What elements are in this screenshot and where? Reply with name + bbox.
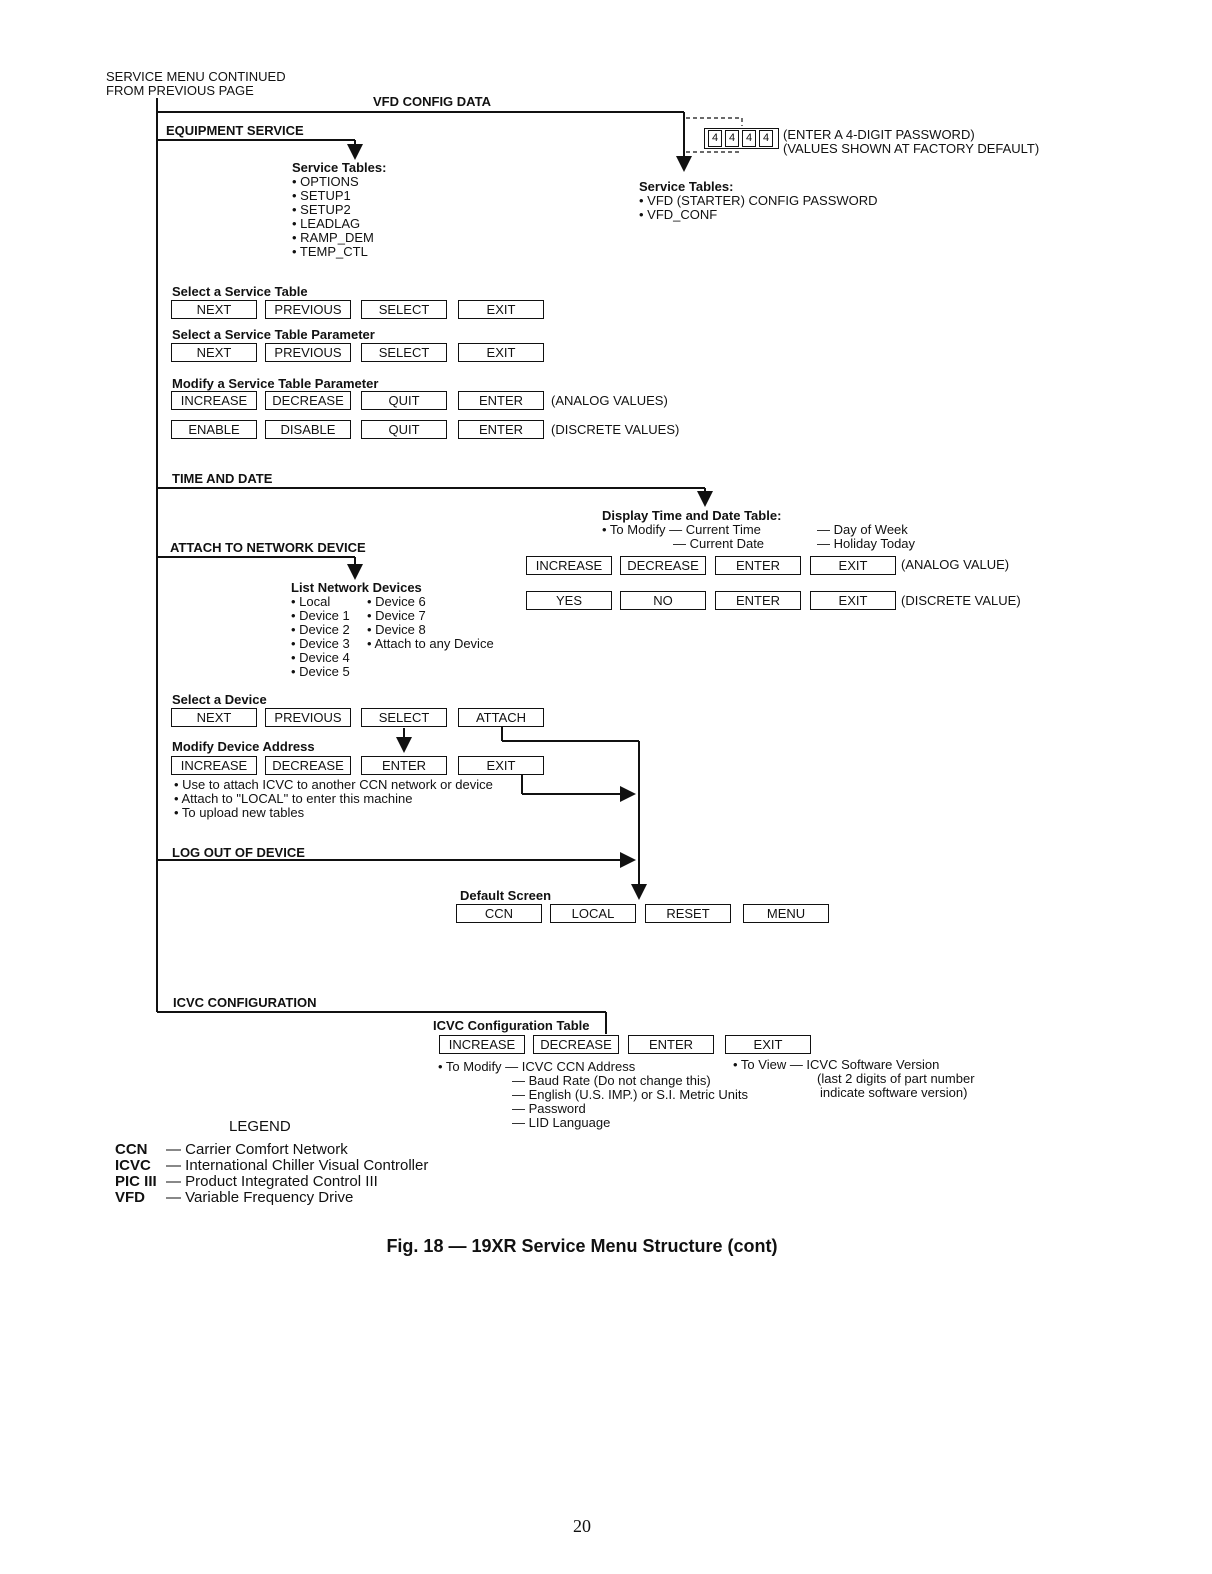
icvc-configuration-label: ICVC CONFIGURATION — [173, 995, 317, 1010]
discrete-value-note: (DISCRETE VALUE) — [901, 593, 1021, 608]
list-item: • Device 2 — [291, 622, 350, 637]
vfd-table-item: • VFD (STARTER) CONFIG PASSWORD — [639, 193, 878, 208]
vfd-tables-title: Service Tables: — [639, 179, 734, 194]
decrease-button[interactable]: DECREASE — [533, 1035, 619, 1054]
service-tables-list — [292, 175, 374, 259]
enter-button[interactable]: ENTER — [715, 556, 801, 575]
quit-button[interactable]: QUIT — [361, 420, 447, 439]
list-item: • Local — [291, 594, 331, 609]
disable-button[interactable]: DISABLE — [265, 420, 351, 439]
next-button[interactable]: NEXT — [171, 708, 257, 727]
legend-text: — International Chiller Visual Controller — [166, 1157, 429, 1174]
factory-default-note: (VALUES SHOWN AT FACTORY DEFAULT) — [783, 141, 1040, 156]
quit-button[interactable]: QUIT — [361, 391, 447, 410]
menu-button[interactable]: MENU — [743, 904, 829, 923]
legend-abbr: VFD — [115, 1189, 145, 1206]
increase-button[interactable]: INCREASE — [526, 556, 612, 575]
attach-button[interactable]: ATTACH — [458, 708, 544, 727]
page-number: 20 — [573, 1516, 591, 1536]
modify-device-address-title: Modify Device Address — [172, 739, 315, 754]
analog-value-note: (ANALOG VALUE) — [901, 557, 1010, 572]
select-button[interactable]: SELECT — [361, 300, 447, 319]
increase-button[interactable]: INCREASE — [439, 1035, 525, 1054]
list-item: • OPTIONS — [292, 174, 359, 189]
decrease-button[interactable]: DECREASE — [620, 556, 706, 575]
decrease-button[interactable]: DECREASE — [265, 391, 351, 410]
legend-title: LEGEND — [229, 1118, 291, 1135]
local-button[interactable]: LOCAL — [550, 904, 636, 923]
list-item: • Device 6 — [367, 594, 426, 609]
continued-note-line1: SERVICE MENU CONTINUED — [106, 69, 286, 84]
previous-button[interactable]: PREVIOUS — [265, 343, 351, 362]
day-of-week-item: — Day of Week — [817, 522, 908, 537]
reset-button[interactable]: RESET — [645, 904, 731, 923]
yes-button[interactable]: YES — [526, 591, 612, 610]
list-item: • Attach to "LOCAL" to enter this machine — [174, 791, 413, 806]
list-item: • SETUP2 — [292, 202, 351, 217]
list-item: • Use to attach ICVC to another CCN network or device — [174, 777, 493, 792]
legend-text: — Variable Frequency Drive — [166, 1189, 354, 1206]
exit-button[interactable]: EXIT — [458, 343, 544, 362]
select-param-title: Select a Service Table Parameter — [172, 327, 375, 342]
list-item: — LID Language — [512, 1115, 611, 1130]
icvc-view-note: indicate software version) — [820, 1085, 968, 1100]
list-item: • To upload new tables — [174, 805, 305, 820]
legend-abbr: PIC III — [115, 1173, 157, 1190]
time-date-table-title: Display Time and Date Table: — [602, 508, 782, 523]
legend-text: — Product Integrated Control III — [166, 1173, 378, 1190]
list-item: • Device 8 — [367, 622, 426, 637]
select-button[interactable]: SELECT — [361, 708, 447, 727]
ccn-button[interactable]: CCN — [456, 904, 542, 923]
password-digit: 4 — [708, 130, 722, 147]
icvc-modify-list — [512, 1074, 748, 1130]
attach-notes — [174, 778, 493, 820]
device-list-col1 — [291, 595, 350, 679]
service-tables-title: Service Tables: — [292, 160, 387, 175]
list-item: • Attach to any Device — [367, 636, 494, 651]
list-item: • RAMP_DEM — [292, 230, 374, 245]
default-screen-title: Default Screen — [460, 888, 552, 903]
icvc-modify-item: • To Modify — ICVC CCN Address — [438, 1059, 636, 1074]
time-date-modify: • To Modify — Current Time — [602, 522, 761, 537]
legend-text: — Carrier Comfort Network — [166, 1141, 348, 1158]
next-button[interactable]: NEXT — [171, 343, 257, 362]
icvc-view-item: • To View — ICVC Software Version — [733, 1057, 940, 1072]
previous-button[interactable]: PREVIOUS — [265, 708, 351, 727]
holiday-today-item: — Holiday Today — [817, 536, 916, 551]
list-network-devices-title: List Network Devices — [291, 580, 422, 595]
enter-button[interactable]: ENTER — [458, 391, 544, 410]
exit-button[interactable]: EXIT — [810, 591, 896, 610]
device-list-col2 — [367, 595, 494, 651]
time-date-modify-line2: — Current Date — [673, 536, 765, 551]
increase-button[interactable]: INCREASE — [171, 756, 257, 775]
list-item: • Device 1 — [291, 608, 350, 623]
increase-button[interactable]: INCREASE — [171, 391, 257, 410]
exit-button[interactable]: EXIT — [458, 756, 544, 775]
list-item: • Device 7 — [367, 608, 426, 623]
enable-button[interactable]: ENABLE — [171, 420, 257, 439]
attach-network-device-label: ATTACH TO NETWORK DEVICE — [170, 540, 366, 555]
password-digit: 4 — [742, 130, 756, 147]
legend-abbr: ICVC — [115, 1157, 151, 1174]
vfd-table-item: • VFD_CONF — [639, 207, 718, 222]
password-digit: 4 — [725, 130, 739, 147]
vfd-config-label: VFD CONFIG DATA — [373, 94, 491, 109]
list-item: — Baud Rate (Do not change this) — [512, 1073, 711, 1088]
decrease-button[interactable]: DECREASE — [265, 756, 351, 775]
enter-button[interactable]: ENTER — [628, 1035, 714, 1054]
next-button[interactable]: NEXT — [171, 300, 257, 319]
figure-caption: Fig. 18 — 19XR Service Menu Structure (cont) — [386, 1236, 778, 1256]
enter-button[interactable]: ENTER — [361, 756, 447, 775]
list-item: • Device 4 — [291, 650, 350, 665]
log-out-of-device-label: LOG OUT OF DEVICE — [172, 845, 305, 860]
select-button[interactable]: SELECT — [361, 343, 447, 362]
icvc-view-note: (last 2 digits of part number — [817, 1071, 975, 1086]
list-item: — Password — [512, 1101, 586, 1116]
discrete-values-note: (DISCRETE VALUES) — [551, 422, 680, 437]
exit-button[interactable]: EXIT — [810, 556, 896, 575]
previous-button[interactable]: PREVIOUS — [265, 300, 351, 319]
icvc-config-table-title: ICVC Configuration Table — [433, 1018, 590, 1033]
time-and-date-label: TIME AND DATE — [172, 471, 273, 486]
list-item: • LEADLAG — [292, 216, 361, 231]
enter-button[interactable]: ENTER — [715, 591, 801, 610]
list-item: • TEMP_CTL — [292, 244, 368, 259]
select-table-title: Select a Service Table — [172, 284, 308, 299]
exit-button[interactable]: EXIT — [458, 300, 544, 319]
no-button[interactable]: NO — [620, 591, 706, 610]
modify-param-title: Modify a Service Table Parameter — [172, 376, 379, 391]
continued-note-line2: FROM PREVIOUS PAGE — [106, 83, 254, 98]
password-note: (ENTER A 4-DIGIT PASSWORD) — [783, 127, 975, 142]
analog-values-note: (ANALOG VALUES) — [551, 393, 668, 408]
select-device-title: Select a Device — [172, 692, 267, 707]
list-item: • Device 3 — [291, 636, 350, 651]
list-item: • Device 5 — [291, 664, 350, 679]
enter-button[interactable]: ENTER — [458, 420, 544, 439]
list-item: • SETUP1 — [292, 188, 351, 203]
password-digit: 4 — [759, 130, 773, 147]
equipment-service-label: EQUIPMENT SERVICE — [166, 123, 304, 138]
exit-button[interactable]: EXIT — [725, 1035, 811, 1054]
list-item: — English (U.S. IMP.) or S.I. Metric Units — [512, 1087, 748, 1102]
legend-abbr: CCN — [115, 1141, 148, 1158]
